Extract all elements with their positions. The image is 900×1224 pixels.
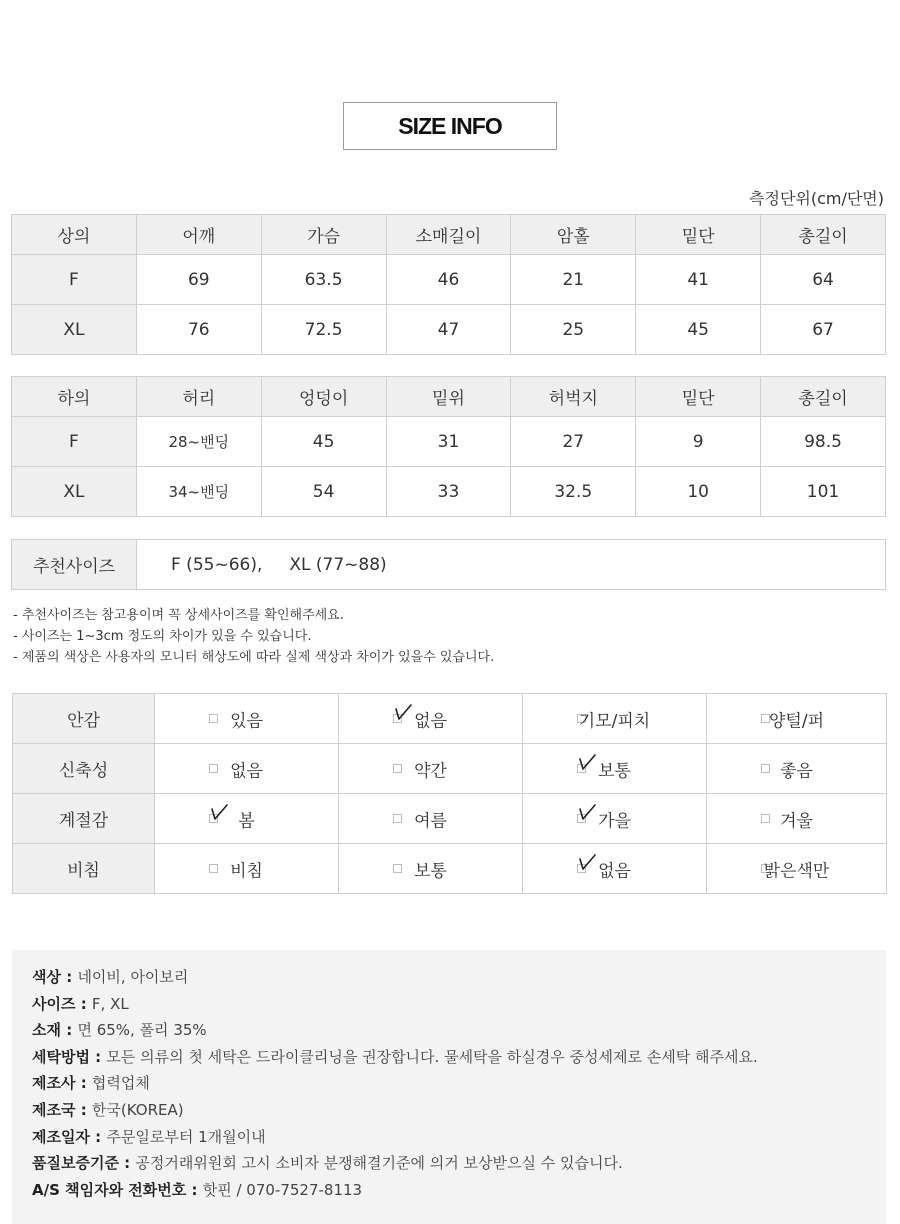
feel-option <box>339 694 523 744</box>
recommended-size-label: 추천사이즈 <box>12 540 137 589</box>
table-cell: 69 <box>136 255 261 305</box>
note-line: - 사이즈는 1~3cm 정도의 차이가 있을 수 있습니다. <box>13 629 312 644</box>
table-cell: 34~밴딩 <box>136 467 261 517</box>
header-cell: 총길이 <box>761 215 886 255</box>
checkmark-icon <box>577 802 599 824</box>
info-key: 제조사 : <box>32 1074 92 1093</box>
feel-option-label: 좋음 <box>780 761 813 781</box>
feel-option-label: 기모/피치 <box>578 711 651 731</box>
feel-row-label: 안감 <box>13 694 155 744</box>
unit-note: 측정단위(cm/단면) <box>749 189 884 208</box>
feel-row-label: 계절감 <box>13 794 155 844</box>
info-value: 협력업체 <box>91 1074 150 1093</box>
info-value: 한국(KOREA) <box>91 1100 184 1119</box>
feel-option-label: 양털/퍼 <box>769 711 824 731</box>
feel-option-label: 보통 <box>598 761 631 781</box>
feel-option <box>155 844 339 894</box>
feel-row <box>13 694 887 744</box>
info-key: 색상 : <box>32 968 78 986</box>
feel-option <box>707 694 887 744</box>
header-cell: 밑단 <box>636 215 761 255</box>
table-cell: 76 <box>136 305 261 355</box>
info-value: 면 65%, 폴리 35% <box>77 1021 207 1040</box>
table-cell: 27 <box>511 417 636 467</box>
feel-option <box>707 844 887 894</box>
info-row-warranty <box>32 1150 886 1177</box>
table-cell: 98.5 <box>761 417 886 467</box>
header-cell: 가슴 <box>261 215 386 255</box>
size-notes <box>13 605 494 668</box>
feel-option-label: 보통 <box>414 861 447 881</box>
table-cell: 33 <box>386 467 511 517</box>
product-info-box <box>12 950 886 1224</box>
table-cell: 31 <box>386 417 511 467</box>
info-key: 사이즈 : <box>32 994 92 1013</box>
feel-option <box>339 794 523 844</box>
feel-option <box>523 694 707 744</box>
info-value: 주문일로부터 1개월이내 <box>106 1127 266 1146</box>
feel-option-label: 없음 <box>230 761 263 781</box>
info-key: 소재 : <box>32 1021 78 1040</box>
note-line: - 제품의 색상은 사용자의 모니터 해상도에 따라 실제 색상과 차이가 있을수 있습니다. <box>13 650 495 665</box>
table-cell: 46 <box>386 255 511 305</box>
info-row-color <box>32 964 886 991</box>
info-value: 네이비, 아이보리 <box>77 968 189 986</box>
table-row <box>12 417 886 467</box>
info-row-material <box>32 1017 886 1044</box>
size-info-title: SIZE INFO <box>343 102 557 150</box>
header-cell: 하의 <box>12 377 137 417</box>
header-cell: 암홀 <box>511 215 636 255</box>
feel-option <box>523 844 707 894</box>
table-header-row <box>12 377 886 417</box>
fabric-feel-table <box>12 693 887 894</box>
table-cell: 63.5 <box>261 255 386 305</box>
size-label-cell: F <box>12 255 137 305</box>
table-cell: 9 <box>636 417 761 467</box>
info-key: 제조일자 : <box>32 1127 107 1146</box>
info-key: A/S 책임자와 전화번호 : <box>32 1180 203 1199</box>
feel-option-label: 약간 <box>414 761 447 781</box>
table-cell: 54 <box>261 467 386 517</box>
bottom-size-table <box>11 376 886 517</box>
feel-option <box>707 744 887 794</box>
info-key: 품질보증기준 : <box>32 1154 136 1173</box>
info-row-washing <box>32 1044 886 1071</box>
feel-option-label: 없음 <box>414 711 447 731</box>
info-key: 제조국 : <box>32 1100 92 1119</box>
feel-option-label: 없음 <box>598 861 631 881</box>
info-row-manufacturer <box>32 1070 886 1097</box>
header-cell: 상의 <box>12 215 137 255</box>
table-cell: 101 <box>761 467 886 517</box>
info-row-country <box>32 1097 886 1124</box>
recommended-size-value: F (55~66), XL (77~88) <box>171 554 387 575</box>
header-cell: 총길이 <box>761 377 886 417</box>
table-header-row <box>12 215 886 255</box>
feel-option-label: 밝은색만 <box>763 861 830 881</box>
checkmark-icon <box>209 802 231 824</box>
table-cell: 28~밴딩 <box>136 417 261 467</box>
header-cell: 허벅지 <box>511 377 636 417</box>
size-label-cell: XL <box>12 305 137 355</box>
feel-option-label: 가을 <box>598 811 631 831</box>
recommended-size-box <box>11 539 886 590</box>
feel-option-label: 겨울 <box>780 811 813 831</box>
table-row <box>12 467 886 517</box>
info-value: 핫핀 / 070-7527-8113 <box>202 1180 363 1199</box>
feel-option <box>523 744 707 794</box>
info-value: 모든 의류의 첫 세탁은 드라이클리닝을 권장합니다. 물세탁을 하실경우 중성세제로 손세탁 해주세요. <box>106 1047 758 1066</box>
checkmark-icon <box>577 852 599 874</box>
feel-option-label: 여름 <box>414 811 447 831</box>
feel-row-label: 비침 <box>13 844 155 894</box>
feel-option <box>155 694 339 744</box>
table-cell: 25 <box>511 305 636 355</box>
header-cell: 허리 <box>136 377 261 417</box>
table-cell: 21 <box>511 255 636 305</box>
table-cell: 47 <box>386 305 511 355</box>
info-row-date <box>32 1124 886 1151</box>
info-key: 세탁방법 : <box>32 1047 107 1066</box>
size-label-cell: F <box>12 417 137 467</box>
header-cell: 어깨 <box>136 215 261 255</box>
info-value: F, XL <box>91 994 129 1013</box>
feel-option-label: 있음 <box>230 711 263 731</box>
top-size-table <box>11 214 886 355</box>
info-value: 공정거래위원회 고시 소비자 분쟁해결기준에 의거 보상받으실 수 있습니다. <box>135 1154 623 1173</box>
table-row <box>12 305 886 355</box>
table-cell: 10 <box>636 467 761 517</box>
info-row-as-contact <box>32 1177 886 1204</box>
table-cell: 32.5 <box>511 467 636 517</box>
table-row <box>12 255 886 305</box>
checkmark-icon <box>577 752 599 774</box>
feel-option <box>339 844 523 894</box>
table-cell: 45 <box>261 417 386 467</box>
table-cell: 72.5 <box>261 305 386 355</box>
note-line: - 추천사이즈는 참고용이며 꼭 상세사이즈를 확인해주세요. <box>13 608 344 623</box>
feel-row <box>13 744 887 794</box>
feel-row-label: 신축성 <box>13 744 155 794</box>
size-label-cell: XL <box>12 467 137 517</box>
table-cell: 64 <box>761 255 886 305</box>
feel-option <box>523 794 707 844</box>
feel-option-label: 봄 <box>238 811 255 831</box>
feel-option-label: 비침 <box>230 861 263 881</box>
feel-row <box>13 844 887 894</box>
checkmark-icon <box>393 702 415 724</box>
feel-option <box>707 794 887 844</box>
feel-row <box>13 794 887 844</box>
table-cell: 45 <box>636 305 761 355</box>
header-cell: 밑위 <box>386 377 511 417</box>
feel-option <box>339 744 523 794</box>
header-cell: 소매길이 <box>386 215 511 255</box>
info-row-size <box>32 991 886 1018</box>
header-cell: 밑단 <box>636 377 761 417</box>
feel-option <box>155 744 339 794</box>
feel-option <box>155 794 339 844</box>
table-cell: 41 <box>636 255 761 305</box>
table-cell: 67 <box>761 305 886 355</box>
header-cell: 엉덩이 <box>261 377 386 417</box>
